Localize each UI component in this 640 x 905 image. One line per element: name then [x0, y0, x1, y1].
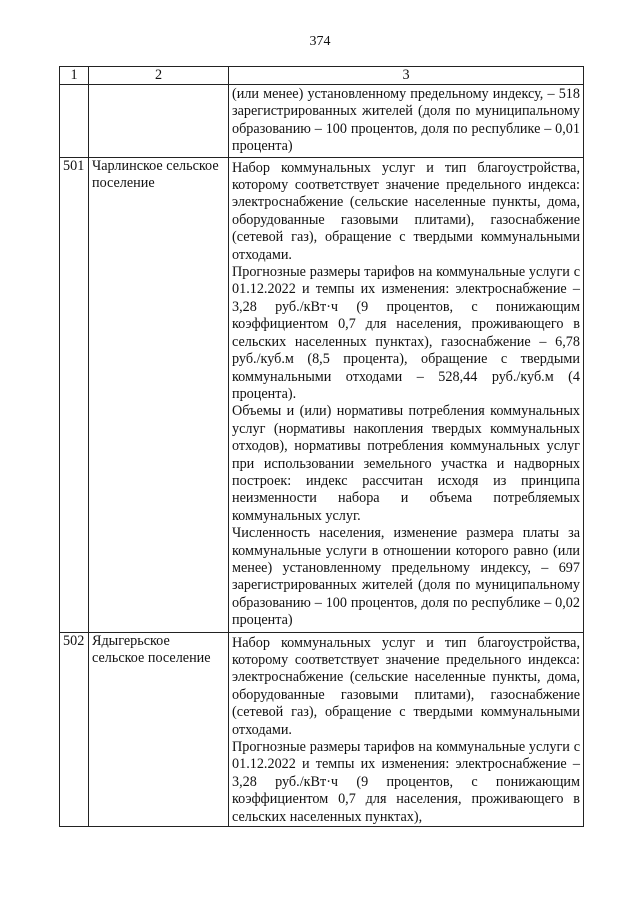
description-cell	[229, 632, 584, 826]
description-cell	[229, 85, 584, 158]
paragraph-utility-set: Набор коммунальных услуг и тип благоустройства, которому соответствует значение предельного индекса: электроснабжение (сельские населенные пункты, дома, оборудованные газовыми плитами), газоснабжение (сетевой газ), обращение с твердыми коммунальными отходами.	[232, 159, 580, 263]
settlement-name-cell	[89, 85, 229, 158]
header-col-2: 2	[89, 67, 229, 85]
settlement-name: Ядыгерьское сельское поселение	[89, 632, 229, 826]
row-number: 502	[60, 632, 89, 826]
table-row-continuation	[60, 85, 584, 158]
paragraph-tariffs: Прогнозные размеры тарифов на коммунальные услуги с 01.12.2022 и темпы их изменения: электроснабжение – 3,28 руб./кВт·ч (9 процентов, с понижающим коэффициентом 0,7 для населения, проживающего в сельских населенных пунктах), газоснабжение – 6,78 руб./куб.м (8,5 процента), обращение с твердыми коммунальными отходами – 528,44 руб./куб.м (4 процента).	[232, 264, 580, 402]
paragraph-volumes: Объемы и (или) нормативы потребления коммунальных услуг (нормативы накопления твердых коммунальных отходов), нормативы потребления коммунальных услуг при использовании земельного участка и надворных построек: индекс рассчитан исходя из принципа неизменности набора и объема потребляемых коммунальных услуг.	[232, 403, 580, 524]
page-number: 374	[309, 34, 331, 49]
table-header-row	[60, 67, 584, 85]
header-col-1: 1	[60, 67, 89, 85]
header-col-3: 3	[229, 67, 584, 85]
description-cell	[229, 157, 584, 632]
table-row-501	[60, 157, 584, 632]
continuation-paragraph: (или менее) установленному предельному индексу, – 518 зарегистрированных жителей (доля по муниципальному образованию – 100 процентов, доля по республике – 0,01 процента)	[232, 86, 580, 155]
settlement-name: Чарлинское сельское поселение	[89, 157, 229, 632]
row-number-cell	[60, 85, 89, 158]
paragraph-tariffs: Прогнозные размеры тарифов на коммунальные услуги с 01.12.2022 и темпы их изменения: электроснабжение – 3,28 руб./кВт·ч (9 процентов, с понижающим коэффициентом 0,7 для населения, проживающего в сельских населенных пунктах),	[232, 739, 580, 825]
tariff-table	[59, 66, 584, 827]
row-number: 501	[60, 157, 89, 632]
paragraph-population: Численность населения, изменение размера платы за коммунальные услуги в отношении которого равно (или менее) установленному предельному индексу, – 697 зарегистрированных жителей (доля по муниципальному образованию – 100 процентов, доля по республике – 0,02 процента)	[232, 525, 580, 629]
paragraph-utility-set: Набор коммунальных услуг и тип благоустройства, которому соответствует значение предельного индекса: электроснабжение (сельские населенные пункты, дома, оборудованные газовыми плитами), газоснабжение (сетевой газ), обращение с твердыми коммунальными отходами.	[232, 634, 580, 738]
table-row-502	[60, 632, 584, 826]
